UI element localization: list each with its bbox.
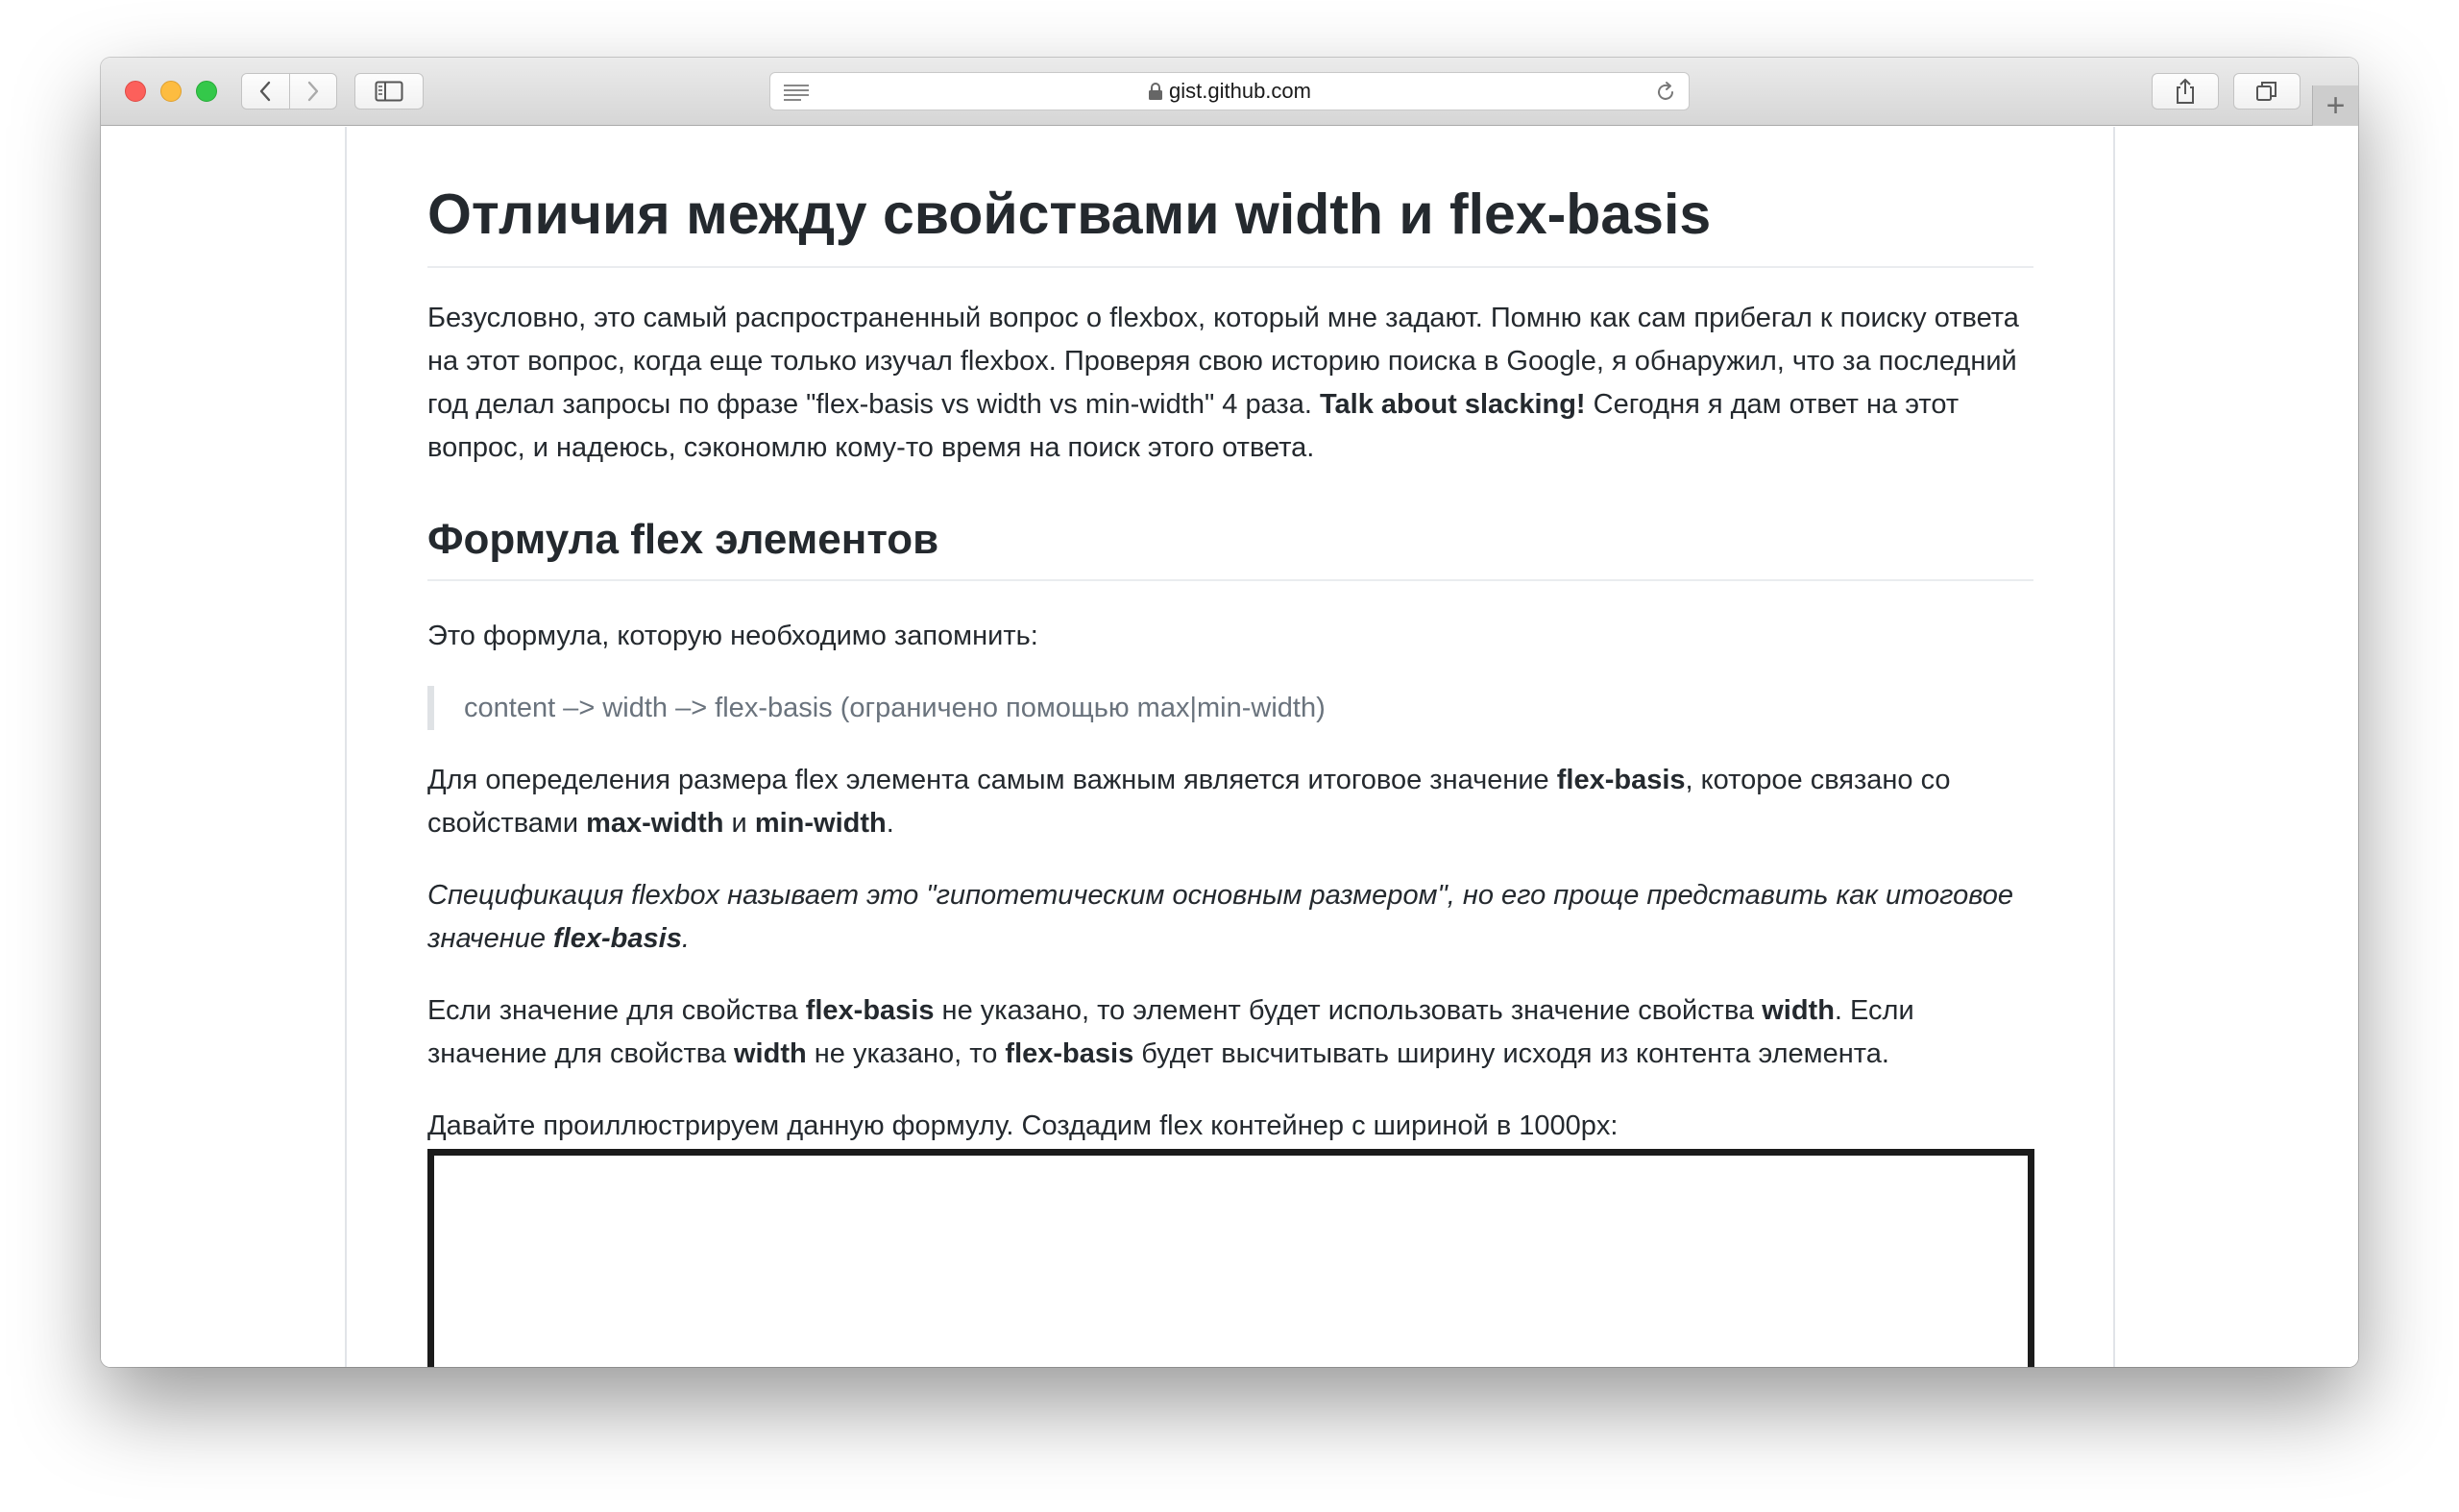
formula-blockquote: content –> width –> flex-basis (ограничено помощью max|min-width) — [427, 686, 2033, 730]
text-span: не указано, то — [806, 1038, 1006, 1069]
text-span: Если значение для свойства — [427, 995, 806, 1026]
page-content — [101, 127, 2358, 1367]
text-span: и — [723, 808, 755, 839]
show-tabs-button[interactable] — [2233, 73, 2301, 110]
tabs-icon — [2255, 80, 2278, 103]
text-span: . Если значение для свойства — [427, 995, 1914, 1069]
intro-bold: Talk about slacking! — [1319, 389, 1586, 420]
minimize-window-button[interactable] — [160, 81, 182, 102]
share-button[interactable] — [2152, 73, 2219, 110]
zoom-window-button[interactable] — [196, 81, 217, 102]
sidebar-toggle-button[interactable] — [354, 73, 424, 110]
lock-icon — [1148, 82, 1163, 101]
text-span: Для опеределения размера flex элемента самым важным является итоговое значение — [427, 765, 1557, 795]
bold-term: flex-basis — [805, 995, 935, 1026]
article-title: Отличия между свойствами width и flex-basis — [427, 181, 2033, 268]
back-button[interactable] — [242, 74, 289, 109]
share-icon — [2175, 78, 2196, 105]
spec-paragraph — [427, 874, 2033, 961]
forward-button[interactable] — [289, 74, 337, 109]
flex-container-demo — [427, 1149, 2034, 1367]
text-span: Спецификация flexbox называет это "гипотетическим основным размером", но его проще представить как итоговое значение — [427, 880, 2014, 954]
formula-intro: Это формула, которую необходимо запомнить: — [427, 621, 1038, 651]
text-span: . — [681, 923, 690, 954]
bold-term: min-width — [754, 808, 887, 839]
address-url — [1148, 79, 1311, 104]
chevron-right-icon — [306, 81, 320, 102]
intro-text: Безусловно, это самый распространенный вопрос о flexbox, который мне задают. Помню как сам прибегал к поиску ответа на этот вопрос, когда еще только изучал flexbox. Проверяя свою историю поиска в Google, я обнаружил, что за последний год делал запросы по фразе "flex-basis vs width vs min-width" 4 раза. — [427, 303, 2019, 420]
text-span: будет высчитывать ширину исходя из контента элемента. — [1133, 1038, 1889, 1069]
intro-text-end: Сегодня я дам ответ на этот вопрос, и надеюсь, сэкономлю кому-то время на поиск этого ответа. — [427, 389, 1960, 463]
text-span: , которое связано со свойствами — [427, 765, 1951, 839]
plus-icon: + — [2325, 87, 2346, 124]
reload-icon[interactable] — [1654, 81, 1677, 104]
new-tab-button[interactable] — [2312, 85, 2358, 126]
bold-term: width — [734, 1038, 807, 1069]
chevron-left-icon — [258, 81, 272, 102]
text-span: . — [886, 808, 894, 839]
section-heading: Формула flex элементов — [427, 515, 2033, 581]
sidebar-icon — [375, 81, 403, 102]
navigation-buttons — [241, 73, 337, 110]
text-span: не указано, то элемент будет использовать значение свойства — [934, 995, 1763, 1026]
bold-term: flex-basis — [553, 923, 682, 954]
fallback-paragraph — [427, 989, 2033, 1076]
url-text: gist.github.com — [1169, 79, 1311, 103]
bold-term: flex-basis — [1556, 765, 1686, 795]
browser-toolbar — [101, 58, 2358, 126]
bold-term: flex-basis — [1005, 1038, 1134, 1069]
address-bar[interactable] — [769, 72, 1690, 110]
basis-paragraph — [427, 759, 2033, 845]
browser-window — [101, 58, 2358, 1367]
bold-term: width — [1762, 995, 1835, 1026]
bold-term: max-width — [586, 808, 724, 839]
intro-paragraph — [427, 297, 2033, 470]
demo-intro: Давайте проиллюстрируем данную формулу. Создадим flex контейнер с шириной в 1000px: — [427, 1110, 1619, 1141]
close-window-button[interactable] — [125, 81, 146, 102]
reader-icon[interactable] — [782, 83, 811, 102]
